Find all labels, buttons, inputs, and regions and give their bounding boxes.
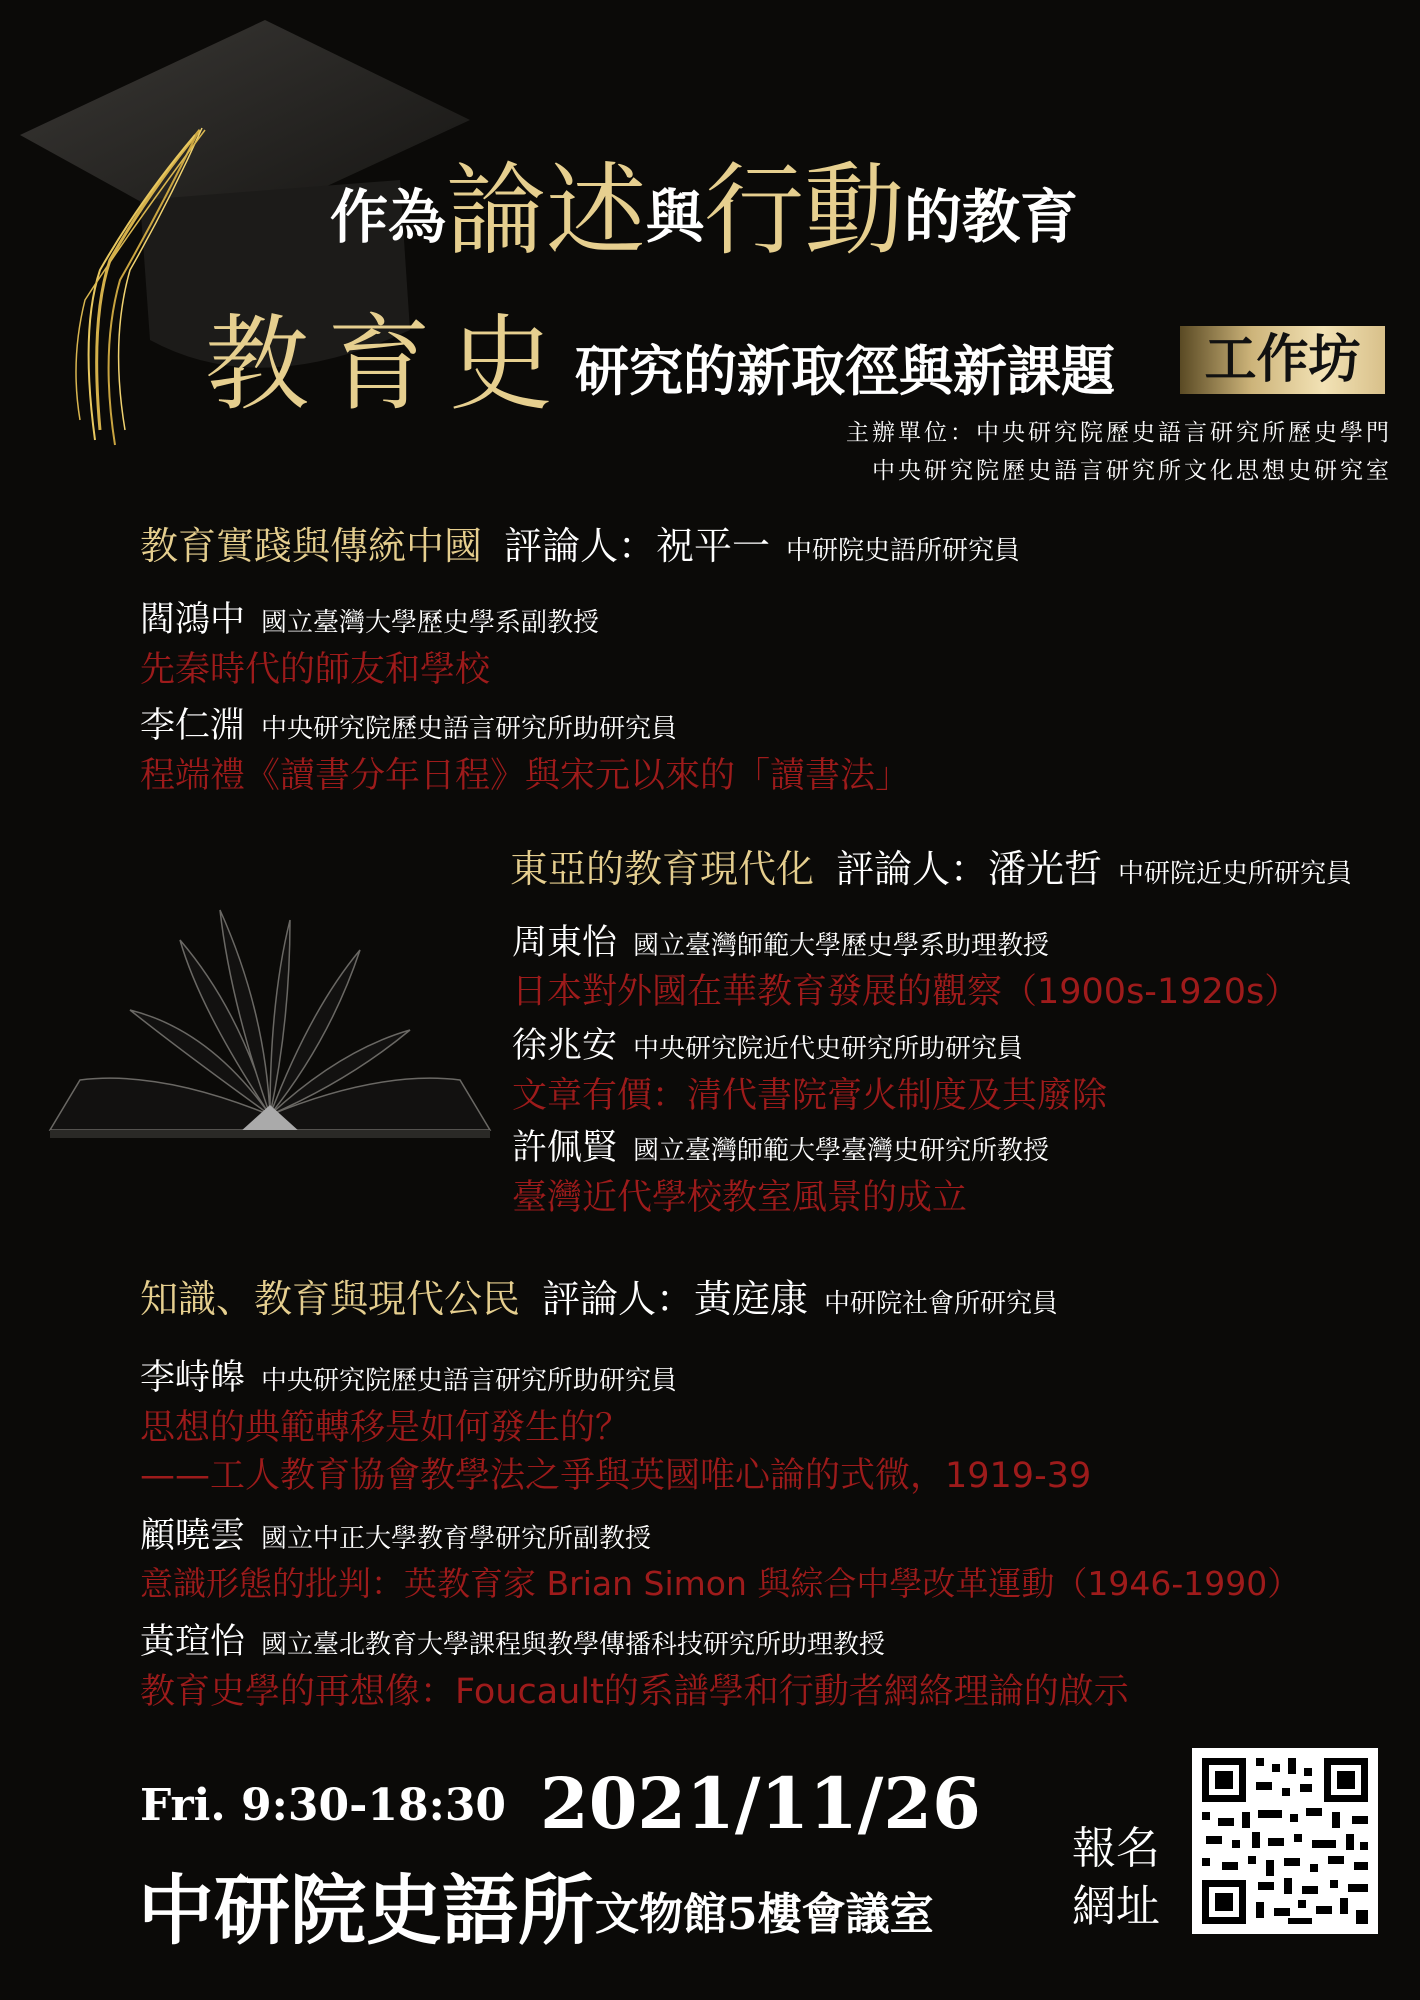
commentator-affiliation: 中研院史語所研究員	[786, 536, 1021, 566]
title-line-1	[330, 130, 1078, 274]
talk-title: 意識形態的批判：英教育家 Brian Simon 與綜合中學改革運動（1946-1990）	[140, 1564, 1301, 1603]
talk-title: 日本對外國在華教育發展的觀察（1900s-1920s）	[512, 972, 1300, 1012]
commentator-affiliation: 中研院社會所研究員	[824, 1289, 1059, 1319]
title-word-1: 作為	[330, 183, 447, 251]
organizer-line-2: 中央研究院歷史語言研究所文化思想史研究室	[872, 458, 1392, 484]
talk-title-line-2: ——工人教育協會教學法之爭與英國唯心論的式微，1919-39	[140, 1456, 1092, 1496]
title-word-4: 行動	[704, 152, 905, 269]
title-line-2	[205, 280, 1115, 430]
speaker-row	[512, 1120, 1049, 1170]
speaker-name: 李峙皞	[140, 1358, 246, 1398]
speaker-affiliation: 國立臺灣師範大學歷史學系助理教授	[633, 931, 1050, 961]
commentator: 評論人：潘光哲	[836, 847, 1103, 891]
speaker-affiliation: 中央研究院歷史語言研究所助研究員	[261, 1366, 678, 1396]
speaker-name: 黃瑄怡	[140, 1622, 246, 1662]
organizer-block	[846, 414, 1392, 490]
speaker-affiliation: 國立中正大學教育學研究所副教授	[261, 1524, 652, 1554]
talk-title: 文章有價：清代書院膏火制度及其廢除	[512, 1076, 1108, 1116]
section-title: 教育實踐與傳統中國	[140, 524, 483, 568]
speaker-row	[140, 592, 599, 642]
speaker-name: 許佩賢	[512, 1128, 618, 1168]
speaker-row	[512, 1018, 1023, 1068]
register-label-line-2: 網址	[1072, 1881, 1160, 1932]
speaker-row	[140, 1350, 677, 1400]
speaker-name: 周東怡	[512, 923, 618, 963]
speaker-row	[512, 915, 1049, 965]
speaker-affiliation: 國立臺北教育大學課程與教學傳播科技研究所助理教授	[261, 1630, 886, 1660]
talk-title: 教育史學的再想像：Foucault的系譜學和行動者網絡理論的啟示	[140, 1672, 1129, 1712]
register-label-line-1: 報名	[1072, 1823, 1160, 1874]
section-title: 知識、教育與現代公民	[140, 1277, 521, 1321]
commentator: 評論人：黃庭康	[542, 1277, 809, 1321]
speaker-name: 李仁淵	[140, 706, 246, 746]
speaker-row	[140, 1508, 651, 1558]
title-word-5: 的教育	[904, 183, 1079, 251]
talk-title: 程端禮《讀書分年日程》與宋元以來的「讀書法」	[140, 756, 911, 796]
talk-title: 先秦時代的師友和學校	[140, 650, 491, 690]
speaker-row	[140, 1614, 885, 1664]
title-sub: 研究的新取徑與新課題	[575, 340, 1116, 403]
open-book-icon	[40, 900, 500, 1180]
speaker-affiliation: 中央研究院歷史語言研究所助研究員	[261, 714, 678, 744]
register-label	[1068, 1820, 1164, 1936]
speaker-affiliation: 中央研究院近代史研究所助研究員	[633, 1034, 1024, 1064]
event-room: 文物館5樓會議室	[595, 1889, 934, 1940]
event-date: 2021/11/26	[540, 1762, 981, 1845]
section-title: 東亞的教育現代化	[510, 847, 815, 891]
organizer-line-1: 主辦單位：中央研究院歷史語言研究所歷史學門	[846, 420, 1392, 446]
qr-code-icon[interactable]	[1192, 1748, 1378, 1934]
commentator-affiliation: 中研院近史所研究員	[1118, 859, 1353, 889]
section-3-heading	[140, 1268, 1058, 1323]
workshop-badge: 工作坊	[1180, 326, 1385, 394]
talk-title: 臺灣近代學校教室風景的成立	[512, 1178, 968, 1218]
speaker-affiliation: 國立臺灣大學歷史學系副教授	[261, 608, 600, 638]
speaker-name: 徐兆安	[512, 1026, 618, 1066]
section-2-heading	[510, 838, 1352, 893]
speaker-name: 顧曉雲	[140, 1516, 246, 1556]
commentator: 評論人：祝平一	[504, 524, 771, 568]
speaker-affiliation: 國立臺灣師範大學臺灣史研究所教授	[633, 1136, 1050, 1166]
section-1-heading	[140, 515, 1020, 570]
title-main: 教育史	[205, 303, 572, 425]
title-word-2: 論述	[446, 152, 647, 269]
title-word-3: 與	[646, 183, 705, 251]
speaker-row	[140, 698, 677, 748]
talk-title: 思想的典範轉移是如何發生的？	[140, 1408, 631, 1448]
event-institute: 中研院史語所	[138, 1866, 594, 1955]
event-time: Fri. 9:30-18:30	[140, 1780, 507, 1831]
speaker-name: 閻鴻中	[140, 600, 246, 640]
